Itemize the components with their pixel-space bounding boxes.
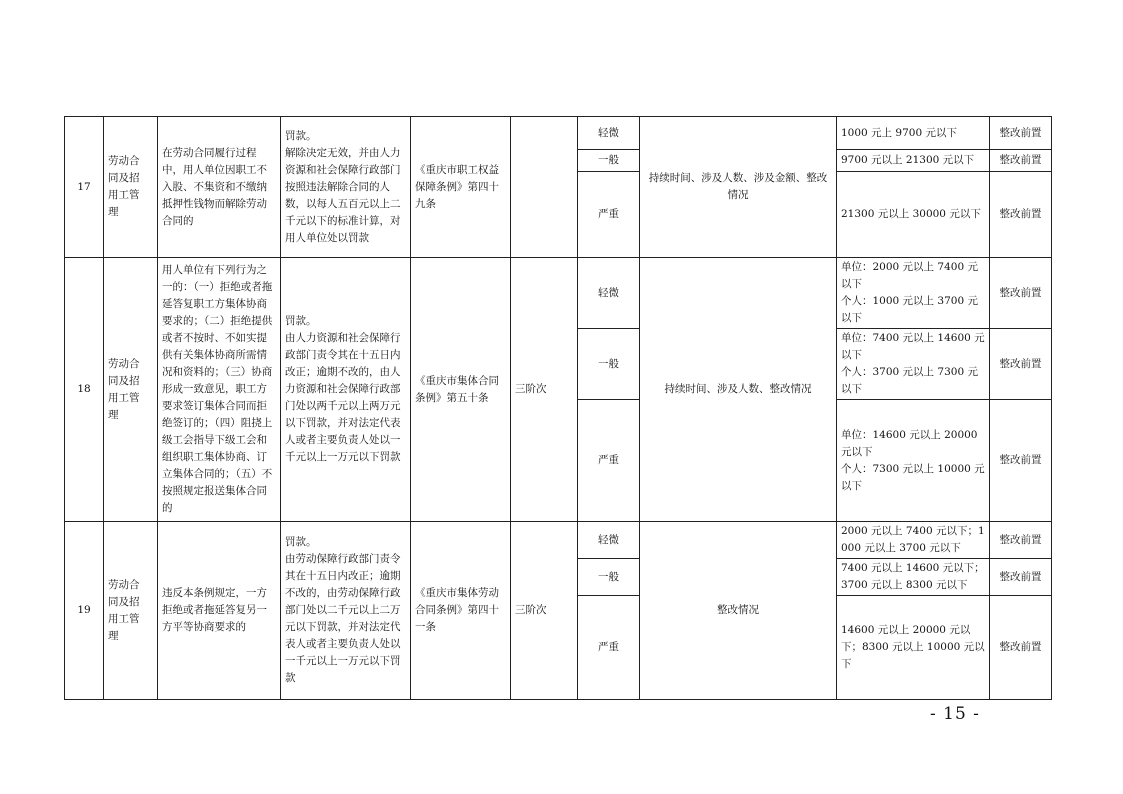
violation-behavior-cell: 违反本条例规定，一方拒绝或者拖延答复另一方平等协商要求的 [158, 522, 281, 700]
penalty-cell: 罚款。 由劳动保障行政部门责令其在十五日内改正；逾期不改的，由劳动保障行政部门处以二千元以上二万元以下罚款，并对法定代表人或者主要负责人处以一千元以上一万元以下罚款 [281, 522, 411, 700]
table-row [65, 522, 1052, 559]
legal-basis-cell: 《重庆市职工权益保障条例》第四十九条 [411, 117, 511, 258]
rectification-cell: 整改前置 [990, 172, 1052, 258]
penalty-standards-table [64, 116, 1052, 700]
rectification-cell: 整改前置 [990, 150, 1052, 172]
severity-level-cell: 严重 [578, 596, 640, 700]
row-number: 18 [65, 258, 104, 522]
tier-cell [511, 117, 578, 258]
table-row [65, 258, 1052, 329]
rectification-cell: 整改前置 [990, 258, 1052, 329]
consideration-factors-cell: 整改情况 [640, 522, 837, 700]
severity-level-cell: 轻微 [578, 522, 640, 559]
fine-range-cell: 单位：14600 元以上 20000 元以下 个人：7300 元以上 10000 元以下 [837, 400, 990, 522]
rectification-cell: 整改前置 [990, 329, 1052, 400]
penalty-cell: 罚款。 解除决定无效，并由人力资源和社会保障行政部门按照违法解除合同的人数，以每人五百元以上二千元以下的标准计算，对用人单位处以罚款 [281, 117, 411, 258]
severity-level-cell: 一般 [578, 329, 640, 400]
violation-behavior-cell: 在劳动合同履行过程中，用人单位因职工不入股、不集资和不缴纳抵押性钱物而解除劳动合同的 [158, 117, 281, 258]
fine-range-cell: 7400 元以上 14600 元以下；3700 元以上 8300 元以下 [837, 559, 990, 596]
severity-level-cell: 轻微 [578, 258, 640, 329]
severity-level-cell: 一般 [578, 150, 640, 172]
rectification-cell: 整改前置 [990, 117, 1052, 150]
rectification-cell: 整改前置 [990, 559, 1052, 596]
rectification-cell: 整改前置 [990, 522, 1052, 559]
category-cell: 劳动合 同及招 用工管 理 [104, 117, 158, 258]
violation-behavior-cell: 用人单位有下列行为之一的：（一）拒绝或者拖延答复职工方集体协商要求的；（二）拒绝提供或者不按时、不如实提供有关集体协商所需情况和资料的；（三）协商形成一致意见，职工方要求签订集体合同而拒绝签订的；（四）阻挠上级工会指导下级工会和组织职工集体协商、订立集体合同的；（五）不按照规定报送集体合同的 [158, 258, 281, 522]
fine-range-cell: 2000 元以上 7400 元以下；1000 元以上 3700 元以下 [837, 522, 990, 559]
page-number: - 15 - [930, 704, 980, 724]
legal-basis-cell: 《重庆市集体劳动合同条例》第四十一条 [411, 522, 511, 700]
fine-range-cell: 14600 元以上 20000 元以下；8300 元以上 10000 元以下 [837, 596, 990, 700]
fine-range-cell: 9700 元以上 21300 元以下 [837, 150, 990, 172]
fine-range-cell: 单位：7400 元以上 14600 元以下 个人：3700 元以上 7300 元以下 [837, 329, 990, 400]
legal-basis-cell: 《重庆市集体合同条例》第五十条 [411, 258, 511, 522]
rectification-cell: 整改前置 [990, 400, 1052, 522]
consideration-factors-cell: 持续时间、涉及人数、涉及金额、整改情况 [640, 117, 837, 258]
table-row [65, 117, 1052, 150]
consideration-factors-cell: 持续时间、涉及人数、整改情况 [640, 258, 837, 522]
row-number: 17 [65, 117, 104, 258]
fine-range-cell: 单位：2000 元以上 7400 元以下 个人：1000 元以上 3700 元以下 [837, 258, 990, 329]
rectification-cell: 整改前置 [990, 596, 1052, 700]
category-cell: 劳动合 同及招 用工管 理 [104, 522, 158, 700]
fine-range-cell: 1000 元上 9700 元以下 [837, 117, 990, 150]
severity-level-cell: 一般 [578, 559, 640, 596]
severity-level-cell: 严重 [578, 400, 640, 522]
tier-cell: 三阶次 [511, 258, 578, 522]
fine-range-cell: 21300 元以上 30000 元以下 [837, 172, 990, 258]
category-cell: 劳动合 同及招 用工管 理 [104, 258, 158, 522]
severity-level-cell: 严重 [578, 172, 640, 258]
row-number: 19 [65, 522, 104, 700]
tier-cell: 三阶次 [511, 522, 578, 700]
penalty-cell: 罚款。 由人力资源和社会保障行政部门责令其在十五日内改正；逾期不改的，由人力资源和社会保障行政部门处以两千元以上两万元以下罚款，并对法定代表人或者主要负责人处以一千元以上一万元以下罚款 [281, 258, 411, 522]
severity-level-cell: 轻微 [578, 117, 640, 150]
